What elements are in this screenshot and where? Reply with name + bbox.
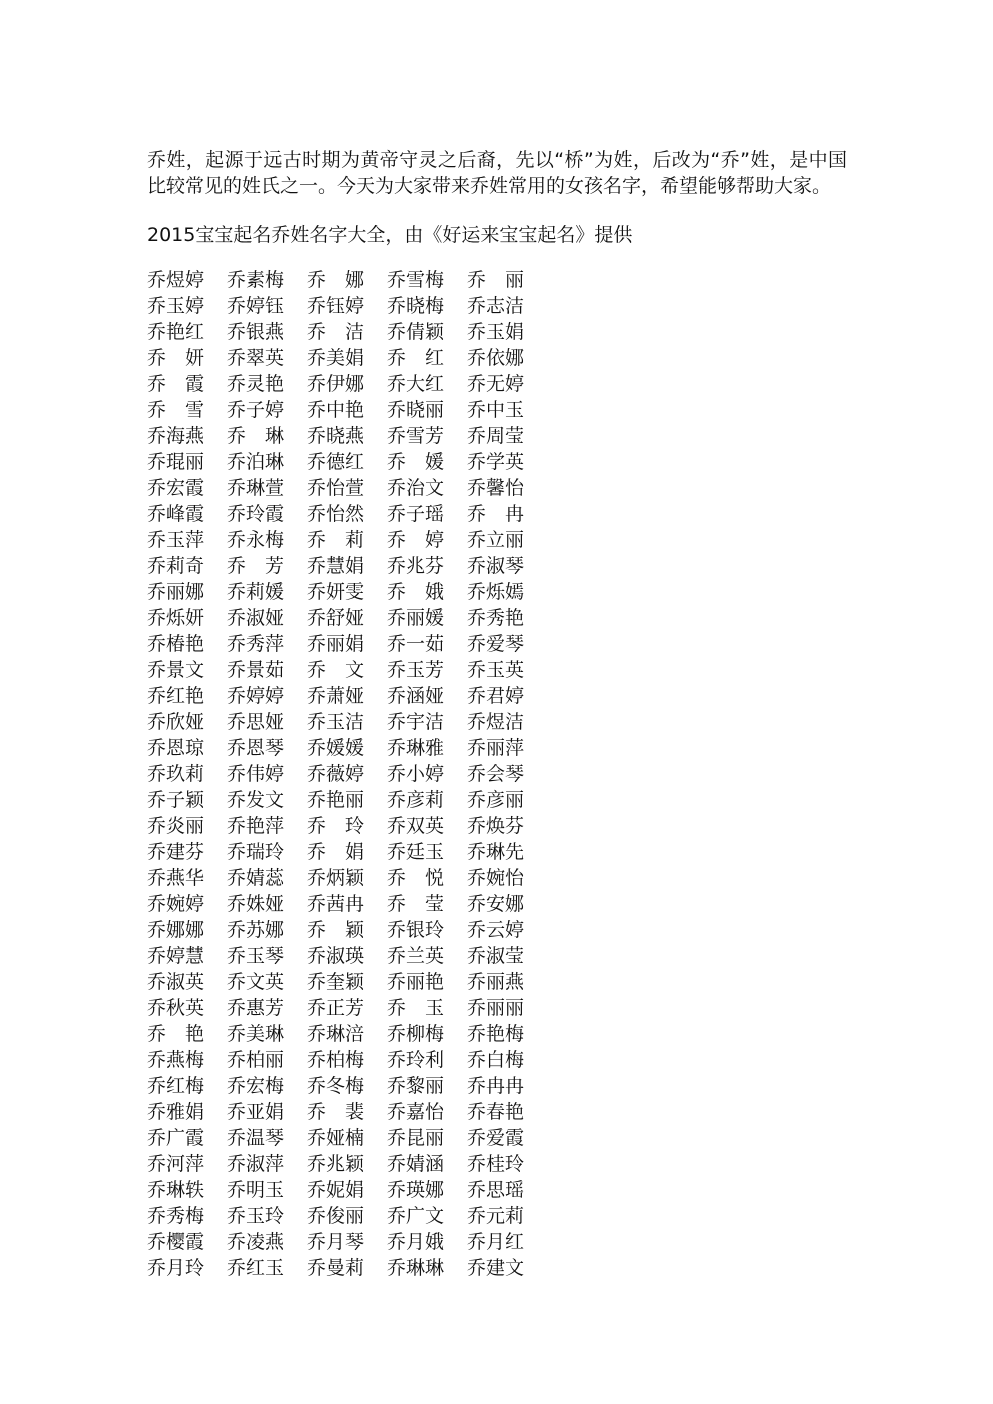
name-item: 乔玉玲 (227, 1205, 285, 1227)
name-item: 乔小婷 (387, 763, 445, 785)
name-item: 乔翠英 (227, 347, 285, 369)
name-item: 乔曼莉 (307, 1257, 365, 1279)
name-row (147, 371, 567, 397)
intro-paragraph: 乔姓，起源于远古时期为黄帝守灵之后裔，先以“桥”为姓，后改为“乔”姓，是中国比较常见的姓氏之一。今天为大家带来乔姓常用的女孩名字，希望能够帮助大家。 (147, 149, 847, 197)
name-item: 乔婉婷 (147, 893, 205, 915)
name-item: 乔兆芬 (387, 555, 445, 577)
name-item: 乔大红 (387, 373, 445, 395)
name-item: 乔子颖 (147, 789, 205, 811)
name-item: 乔莉奇 (147, 555, 205, 577)
name-row (147, 1229, 567, 1255)
name-row (147, 319, 567, 345)
name-item: 乔 裴 (307, 1101, 365, 1123)
name-item: 乔红玉 (227, 1257, 285, 1279)
name-item: 乔怡萱 (307, 477, 365, 499)
name-item: 乔君婷 (467, 685, 525, 707)
name-row (147, 1125, 567, 1151)
name-item: 乔兰英 (387, 945, 445, 967)
name-item: 乔永梅 (227, 529, 285, 551)
name-item: 乔玉琴 (227, 945, 285, 967)
name-item: 乔娜娜 (147, 919, 205, 941)
name-row (147, 683, 567, 709)
name-item: 乔玖莉 (147, 763, 205, 785)
name-item: 乔安娜 (467, 893, 525, 915)
name-item: 乔媛媛 (307, 737, 365, 759)
name-item: 乔惠芳 (227, 997, 285, 1019)
name-item: 乔淑娅 (227, 607, 285, 629)
name-item: 乔素梅 (227, 269, 285, 291)
name-item: 乔晓丽 (387, 399, 445, 421)
name-item: 乔艳萍 (227, 815, 285, 837)
name-item: 乔恩琼 (147, 737, 205, 759)
name-item: 乔明玉 (227, 1179, 285, 1201)
name-item: 乔涵娅 (387, 685, 445, 707)
name-item: 乔焕芬 (467, 815, 525, 837)
name-item: 乔丽娟 (307, 633, 365, 655)
name-item: 乔爱霞 (467, 1127, 525, 1149)
name-item: 乔秀艳 (467, 607, 525, 629)
name-item: 乔思娅 (227, 711, 285, 733)
name-item: 乔学英 (467, 451, 525, 473)
name-item: 乔月玲 (147, 1257, 205, 1279)
list-heading: 2015宝宝起名乔姓名字大全，由《好运来宝宝起名》提供 (147, 224, 633, 246)
name-item: 乔琳雅 (387, 737, 445, 759)
name-item: 乔 琳 (227, 425, 285, 447)
name-item: 乔 冉 (467, 503, 525, 525)
name-row (147, 423, 567, 449)
name-item: 乔妍雯 (307, 581, 365, 603)
name-item: 乔瑞玲 (227, 841, 285, 863)
name-item: 乔爱琴 (467, 633, 525, 655)
name-item: 乔怡然 (307, 503, 365, 525)
name-row (147, 1021, 567, 1047)
name-row (147, 709, 567, 735)
name-row (147, 397, 567, 423)
name-item: 乔艳红 (147, 321, 205, 343)
name-item: 乔 红 (387, 347, 445, 369)
name-item: 乔 悦 (387, 867, 445, 889)
name-item: 乔婷慧 (147, 945, 205, 967)
name-item: 乔淑英 (147, 971, 205, 993)
name-item: 乔婧蕊 (227, 867, 285, 889)
name-item: 乔伟婷 (227, 763, 285, 785)
name-item: 乔冬梅 (307, 1075, 365, 1097)
name-item: 乔桂玲 (467, 1153, 525, 1175)
name-item: 乔淑瑛 (307, 945, 365, 967)
name-item: 乔凌燕 (227, 1231, 285, 1253)
name-item: 乔峰霞 (147, 503, 205, 525)
name-item: 乔广霞 (147, 1127, 205, 1149)
name-item: 乔晓梅 (387, 295, 445, 317)
name-row (147, 501, 567, 527)
name-item: 乔丽媛 (387, 607, 445, 629)
name-item: 乔丽艳 (387, 971, 445, 993)
name-row (147, 1255, 567, 1281)
name-item: 乔玉娟 (467, 321, 525, 343)
name-item: 乔伊娜 (307, 373, 365, 395)
name-item: 乔娅楠 (307, 1127, 365, 1149)
name-item: 乔景茹 (227, 659, 285, 681)
name-item: 乔莉媛 (227, 581, 285, 603)
name-item: 乔治文 (387, 477, 445, 499)
name-item: 乔欣娅 (147, 711, 205, 733)
name-item: 乔瑛娜 (387, 1179, 445, 1201)
name-item: 乔奎颖 (307, 971, 365, 993)
name-row (147, 527, 567, 553)
name-item: 乔 洁 (307, 321, 365, 343)
name-row (147, 943, 567, 969)
name-item: 乔琳轶 (147, 1179, 205, 1201)
name-item: 乔倩颖 (387, 321, 445, 343)
name-item: 乔河萍 (147, 1153, 205, 1175)
name-item: 乔 媛 (387, 451, 445, 473)
name-item: 乔文英 (227, 971, 285, 993)
name-item: 乔 丽 (467, 269, 525, 291)
name-item: 乔正芳 (307, 997, 365, 1019)
name-row (147, 761, 567, 787)
name-item: 乔云婷 (467, 919, 525, 941)
name-item: 乔淑莹 (467, 945, 525, 967)
name-item: 乔彦丽 (467, 789, 525, 811)
name-item: 乔雅娟 (147, 1101, 205, 1123)
name-item: 乔月红 (467, 1231, 525, 1253)
name-item: 乔婉怡 (467, 867, 525, 889)
name-item: 乔淑萍 (227, 1153, 285, 1175)
name-item: 乔红艳 (147, 685, 205, 707)
name-item: 乔建文 (467, 1257, 525, 1279)
name-row (147, 267, 567, 293)
name-item: 乔玲霞 (227, 503, 285, 525)
name-item: 乔秋英 (147, 997, 205, 1019)
name-item: 乔淑琴 (467, 555, 525, 577)
name-row (147, 1073, 567, 1099)
name-item: 乔志洁 (467, 295, 525, 317)
name-item: 乔秀梅 (147, 1205, 205, 1227)
name-item: 乔丽丽 (467, 997, 525, 1019)
name-item: 乔婷婷 (227, 685, 285, 707)
name-item: 乔思瑶 (467, 1179, 525, 1201)
name-item: 乔宇洁 (387, 711, 445, 733)
name-item: 乔 文 (307, 659, 365, 681)
name-item: 乔炳颖 (307, 867, 365, 889)
name-item: 乔广文 (387, 1205, 445, 1227)
name-item: 乔玉芳 (387, 659, 445, 681)
name-item: 乔双英 (387, 815, 445, 837)
name-item: 乔冉冉 (467, 1075, 525, 1097)
name-item: 乔 莹 (387, 893, 445, 915)
name-row (147, 891, 567, 917)
name-item: 乔兆颖 (307, 1153, 365, 1175)
name-item: 乔月娥 (387, 1231, 445, 1253)
name-item: 乔 玉 (387, 997, 445, 1019)
name-item: 乔白梅 (467, 1049, 525, 1071)
name-item: 乔柏丽 (227, 1049, 285, 1071)
name-item: 乔婷钰 (227, 295, 285, 317)
name-item: 乔椿艳 (147, 633, 205, 655)
name-item: 乔丽萍 (467, 737, 525, 759)
name-row (147, 735, 567, 761)
name-item: 乔馨怡 (467, 477, 525, 499)
name-row (147, 345, 567, 371)
name-item: 乔秀萍 (227, 633, 285, 655)
name-row (147, 449, 567, 475)
name-item: 乔子婷 (227, 399, 285, 421)
name-item: 乔玉萍 (147, 529, 205, 551)
name-item: 乔亚娟 (227, 1101, 285, 1123)
name-row (147, 813, 567, 839)
name-row (147, 553, 567, 579)
name-row (147, 475, 567, 501)
name-item: 乔烁妍 (147, 607, 205, 629)
name-item: 乔昆丽 (387, 1127, 445, 1149)
name-item: 乔煜婷 (147, 269, 205, 291)
name-item: 乔元莉 (467, 1205, 525, 1227)
name-item: 乔雪芳 (387, 425, 445, 447)
name-item: 乔艳丽 (307, 789, 365, 811)
name-row (147, 1151, 567, 1177)
name-row (147, 579, 567, 605)
name-row (147, 1047, 567, 1073)
name-item: 乔艳梅 (467, 1023, 525, 1045)
name-row (147, 865, 567, 891)
name-item: 乔嘉怡 (387, 1101, 445, 1123)
name-row (147, 1099, 567, 1125)
name-item: 乔柏梅 (307, 1049, 365, 1071)
name-item: 乔烁嫣 (467, 581, 525, 603)
name-item: 乔立丽 (467, 529, 525, 551)
name-item: 乔廷玉 (387, 841, 445, 863)
name-item: 乔子瑶 (387, 503, 445, 525)
name-item: 乔玉英 (467, 659, 525, 681)
name-item: 乔泊琳 (227, 451, 285, 473)
name-item: 乔 娟 (307, 841, 365, 863)
name-item: 乔周莹 (467, 425, 525, 447)
name-item: 乔萧娅 (307, 685, 365, 707)
name-item: 乔 妍 (147, 347, 205, 369)
name-item: 乔琨丽 (147, 451, 205, 473)
name-item: 乔钰婷 (307, 295, 365, 317)
name-item: 乔海燕 (147, 425, 205, 447)
name-item: 乔灵艳 (227, 373, 285, 395)
name-item: 乔宏梅 (227, 1075, 285, 1097)
name-item: 乔建芬 (147, 841, 205, 863)
name-item: 乔慧娟 (307, 555, 365, 577)
name-item: 乔恩琴 (227, 737, 285, 759)
name-item: 乔 艳 (147, 1023, 205, 1045)
name-item: 乔琳琳 (387, 1257, 445, 1279)
name-item: 乔燕梅 (147, 1049, 205, 1071)
name-item: 乔红梅 (147, 1075, 205, 1097)
name-item: 乔姝娅 (227, 893, 285, 915)
name-item: 乔银玲 (387, 919, 445, 941)
names-grid (147, 267, 567, 1281)
name-item: 乔中艳 (307, 399, 365, 421)
name-row (147, 917, 567, 943)
name-item: 乔美琳 (227, 1023, 285, 1045)
name-item: 乔琳涪 (307, 1023, 365, 1045)
name-row (147, 839, 567, 865)
name-item: 乔 婷 (387, 529, 445, 551)
name-item: 乔玉洁 (307, 711, 365, 733)
name-item: 乔柳梅 (387, 1023, 445, 1045)
name-row (147, 631, 567, 657)
name-item: 乔雪梅 (387, 269, 445, 291)
name-item: 乔俊丽 (307, 1205, 365, 1227)
name-item: 乔舒娅 (307, 607, 365, 629)
name-row (147, 293, 567, 319)
name-item: 乔燕华 (147, 867, 205, 889)
name-row (147, 657, 567, 683)
name-item: 乔 玲 (307, 815, 365, 837)
name-item: 乔丽燕 (467, 971, 525, 993)
name-item: 乔温琴 (227, 1127, 285, 1149)
name-row (147, 1177, 567, 1203)
name-item: 乔薇婷 (307, 763, 365, 785)
name-item: 乔玉婷 (147, 295, 205, 317)
name-item: 乔中玉 (467, 399, 525, 421)
name-item: 乔茜冉 (307, 893, 365, 915)
name-row (147, 605, 567, 631)
name-row (147, 787, 567, 813)
name-item: 乔 雪 (147, 399, 205, 421)
name-item: 乔琳先 (467, 841, 525, 863)
name-item: 乔春艳 (467, 1101, 525, 1123)
name-item: 乔彦莉 (387, 789, 445, 811)
name-item: 乔 娥 (387, 581, 445, 603)
name-item: 乔琳萱 (227, 477, 285, 499)
name-item: 乔晓燕 (307, 425, 365, 447)
name-item: 乔 莉 (307, 529, 365, 551)
name-row (147, 995, 567, 1021)
name-item: 乔 娜 (307, 269, 365, 291)
name-item: 乔妮娟 (307, 1179, 365, 1201)
name-item: 乔德红 (307, 451, 365, 473)
name-item: 乔婧涵 (387, 1153, 445, 1175)
name-item: 乔 颖 (307, 919, 365, 941)
name-item: 乔煜洁 (467, 711, 525, 733)
name-item: 乔苏娜 (227, 919, 285, 941)
name-item: 乔炎丽 (147, 815, 205, 837)
name-item: 乔宏霞 (147, 477, 205, 499)
intro-section (147, 147, 847, 199)
name-item: 乔月琴 (307, 1231, 365, 1253)
name-item: 乔会琴 (467, 763, 525, 785)
name-item: 乔银燕 (227, 321, 285, 343)
name-item: 乔一茹 (387, 633, 445, 655)
name-item: 乔黎丽 (387, 1075, 445, 1097)
name-item: 乔丽娜 (147, 581, 205, 603)
name-item: 乔 霞 (147, 373, 205, 395)
name-item: 乔发文 (227, 789, 285, 811)
name-row (147, 969, 567, 995)
name-item: 乔依娜 (467, 347, 525, 369)
name-item: 乔玲利 (387, 1049, 445, 1071)
name-item: 乔 芳 (227, 555, 285, 577)
name-item: 乔无婷 (467, 373, 525, 395)
name-item: 乔樱霞 (147, 1231, 205, 1253)
name-row (147, 1203, 567, 1229)
name-item: 乔景文 (147, 659, 205, 681)
name-item: 乔美娟 (307, 347, 365, 369)
